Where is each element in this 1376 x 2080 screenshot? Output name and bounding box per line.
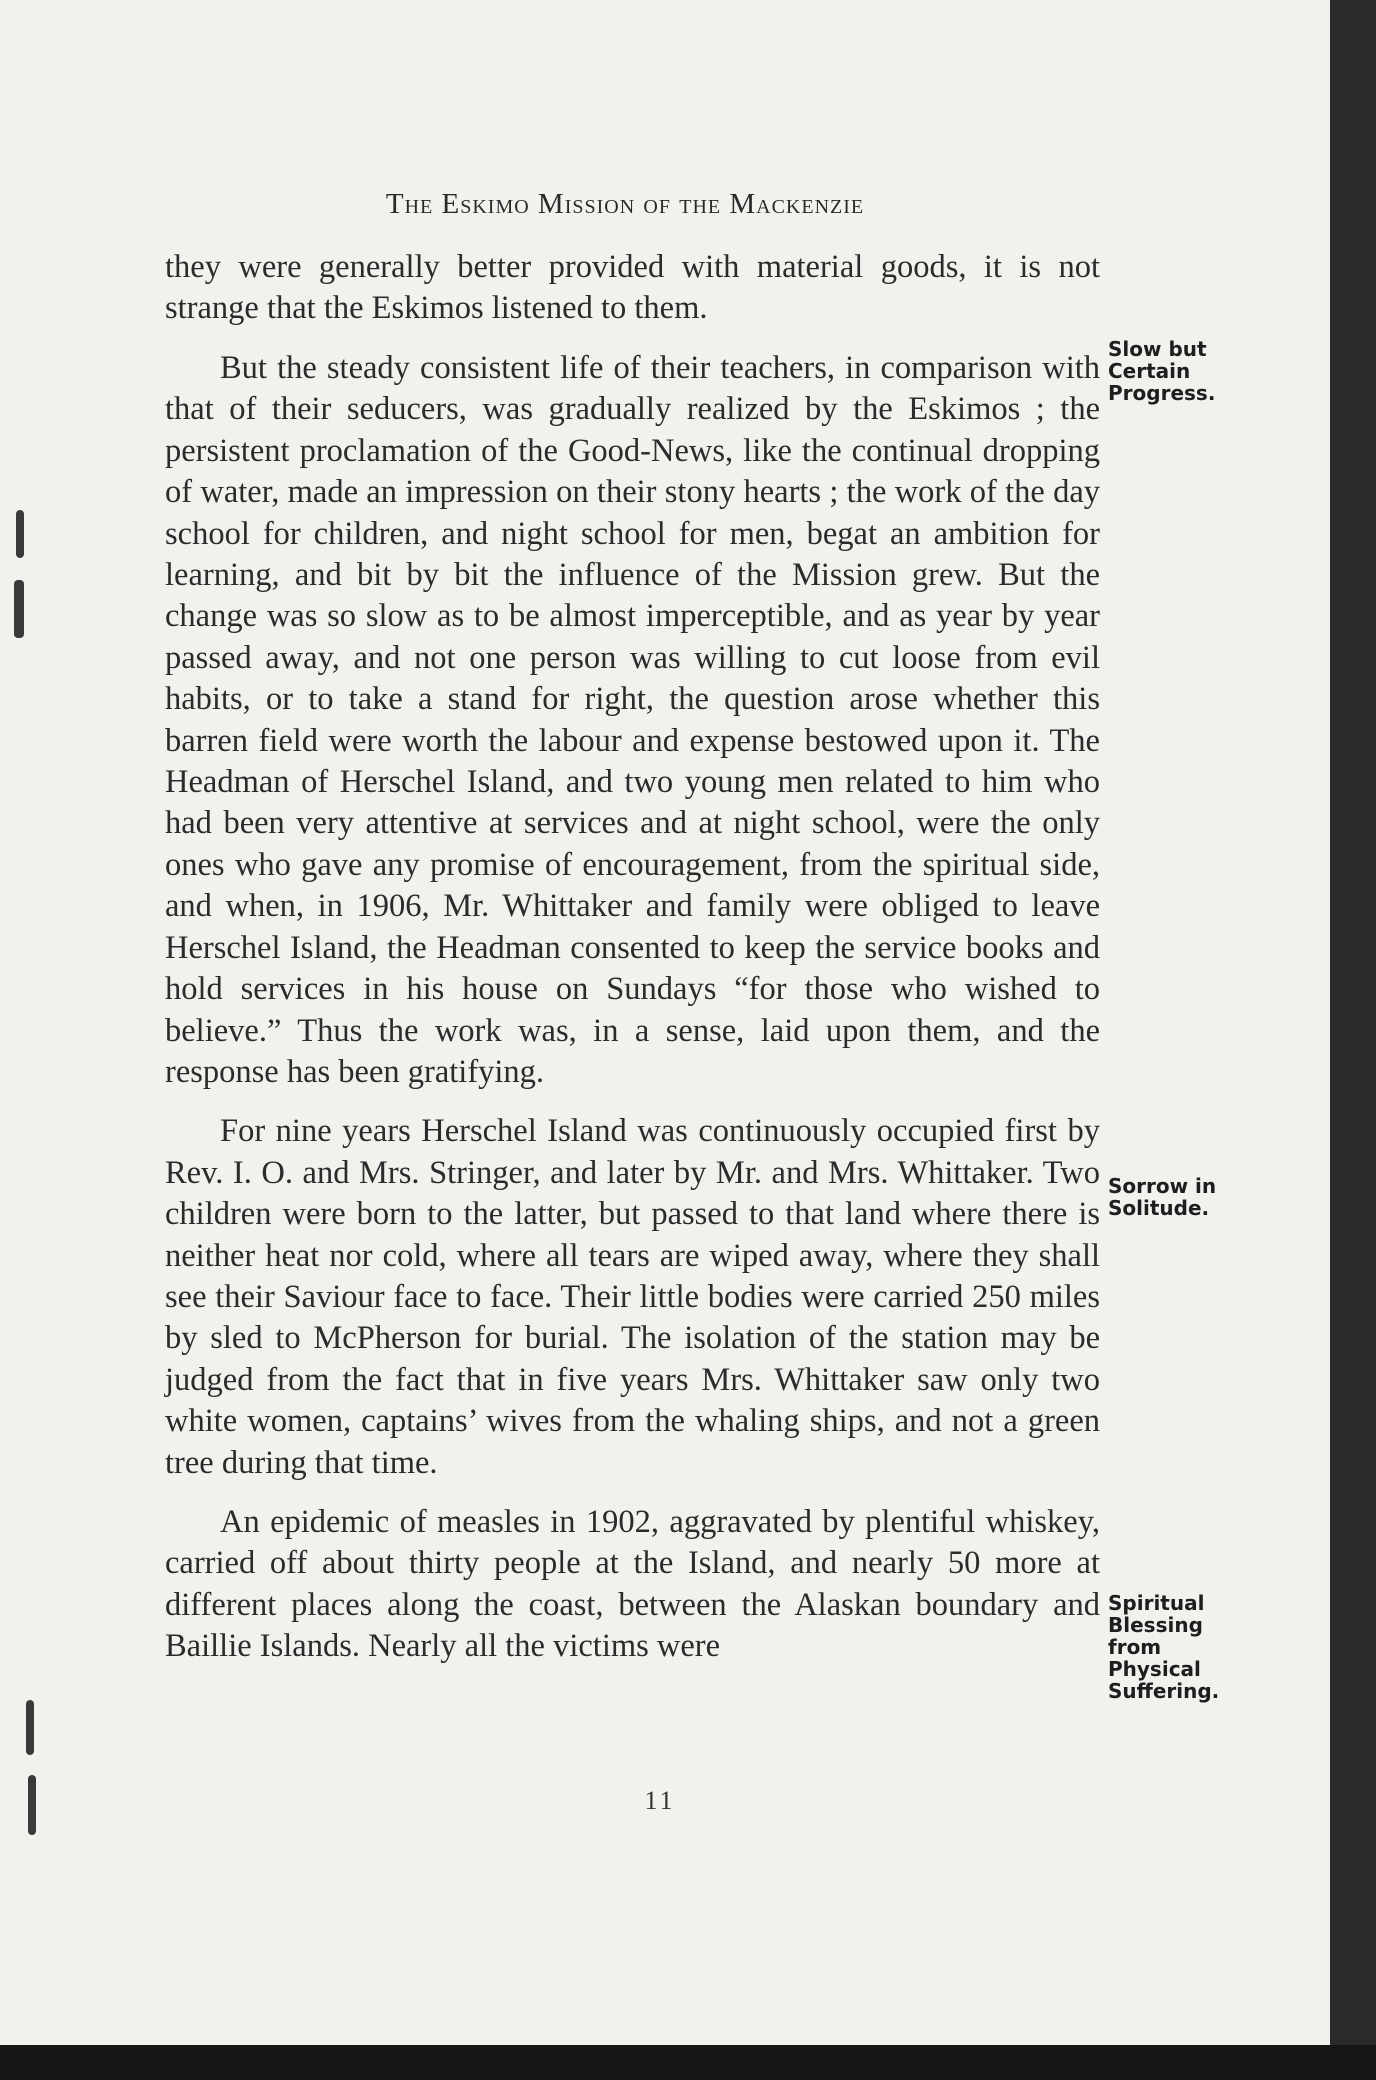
- side-note-line: Sorrow in: [1108, 1174, 1217, 1198]
- side-note-line: Slow but: [1108, 337, 1207, 361]
- side-note-line: from: [1108, 1635, 1162, 1659]
- binding-hole-mark: [26, 1700, 34, 1755]
- paragraph-1: they were generally better provided with material goods, it is not strange that the Eskimos listened to them.: [165, 249, 1100, 327]
- side-note-line: Progress.: [1108, 381, 1216, 405]
- paragraph-3: For nine years Herschel Island was continuously occupied first by Rev. I. O. and Mrs. Stringer, and later by Mr. and Mrs. Whittaker. Two children were born to the latter, but passed to that land where there is neither heat nor cold, where all tears are wiped away, where they shall see their Saviour face to face. Their little bodies were carried 250 miles by sled to McPherson for burial. The isolation of the station may be judged from the fact that in five years Mrs. Whittaker saw only two white women, captains’ wives from the whaling ships, and not a green tree during that time.: [165, 1113, 1100, 1481]
- side-note-line: Certain: [1108, 359, 1191, 383]
- binding-hole-mark: [14, 580, 24, 638]
- side-note-line: Solitude.: [1108, 1196, 1210, 1220]
- page-edge-shadow: [1330, 0, 1376, 2045]
- side-note-line: Suffering.: [1108, 1679, 1220, 1703]
- side-note-slow-but-certain: [1108, 338, 1258, 404]
- bottom-background: [0, 2045, 1376, 2080]
- side-note-line: Spiritual: [1108, 1591, 1205, 1615]
- paragraph-2: But the steady consistent life of their teachers, in comparison with that of their seducers, was gradually realized by the Eskimos ; the persistent proclamation of the Good-News, like the continual dropping of water, made an impression on their stony hearts ; the work of the day school for children, and night school for men, begat an ambition for learning, and bit by bit the influence of the Mission grew. But the change was so slow as to be almost imperceptible, and as year by year passed away, and not one person was willing to cut loose from evil habits, or to take a stand for right, the question arose whether this barren field were worth the labour and expense bestowed upon it. The Headman of Herschel Island, and two young men related to him who had been very attentive at services and at night school, were the only ones who gave any promise of encouragement, from the spiritual side, and when, in 1906, Mr. Whittaker and family were obliged to leave Herschel Island, the Headman consented to keep the service books and hold services in his house on Sundays “for those who wished to believe.” Thus the work was, in a sense, laid upon them, and the response has been gratifying.: [165, 350, 1100, 1090]
- side-note-sorrow: [1108, 1175, 1258, 1219]
- side-note-line: Physical: [1108, 1657, 1201, 1681]
- side-note-line: Blessing: [1108, 1613, 1203, 1637]
- running-header: The Eskimo Mission of the Mackenzie: [385, 188, 865, 220]
- body-text: [165, 247, 1100, 1668]
- binding-hole-mark: [28, 1775, 36, 1835]
- page-number: 11: [644, 1786, 676, 1815]
- paragraph-4: An epidemic of measles in 1902, aggravated by plentiful whiskey, carried off about thirty people at the Island, and nearly 50 more at different places along the coast, between the Alaskan boundary and Baillie Islands. Nearly all the victims were: [165, 1503, 1100, 1665]
- binding-hole-mark: [16, 510, 24, 558]
- side-note-spiritual-blessing: [1108, 1592, 1258, 1702]
